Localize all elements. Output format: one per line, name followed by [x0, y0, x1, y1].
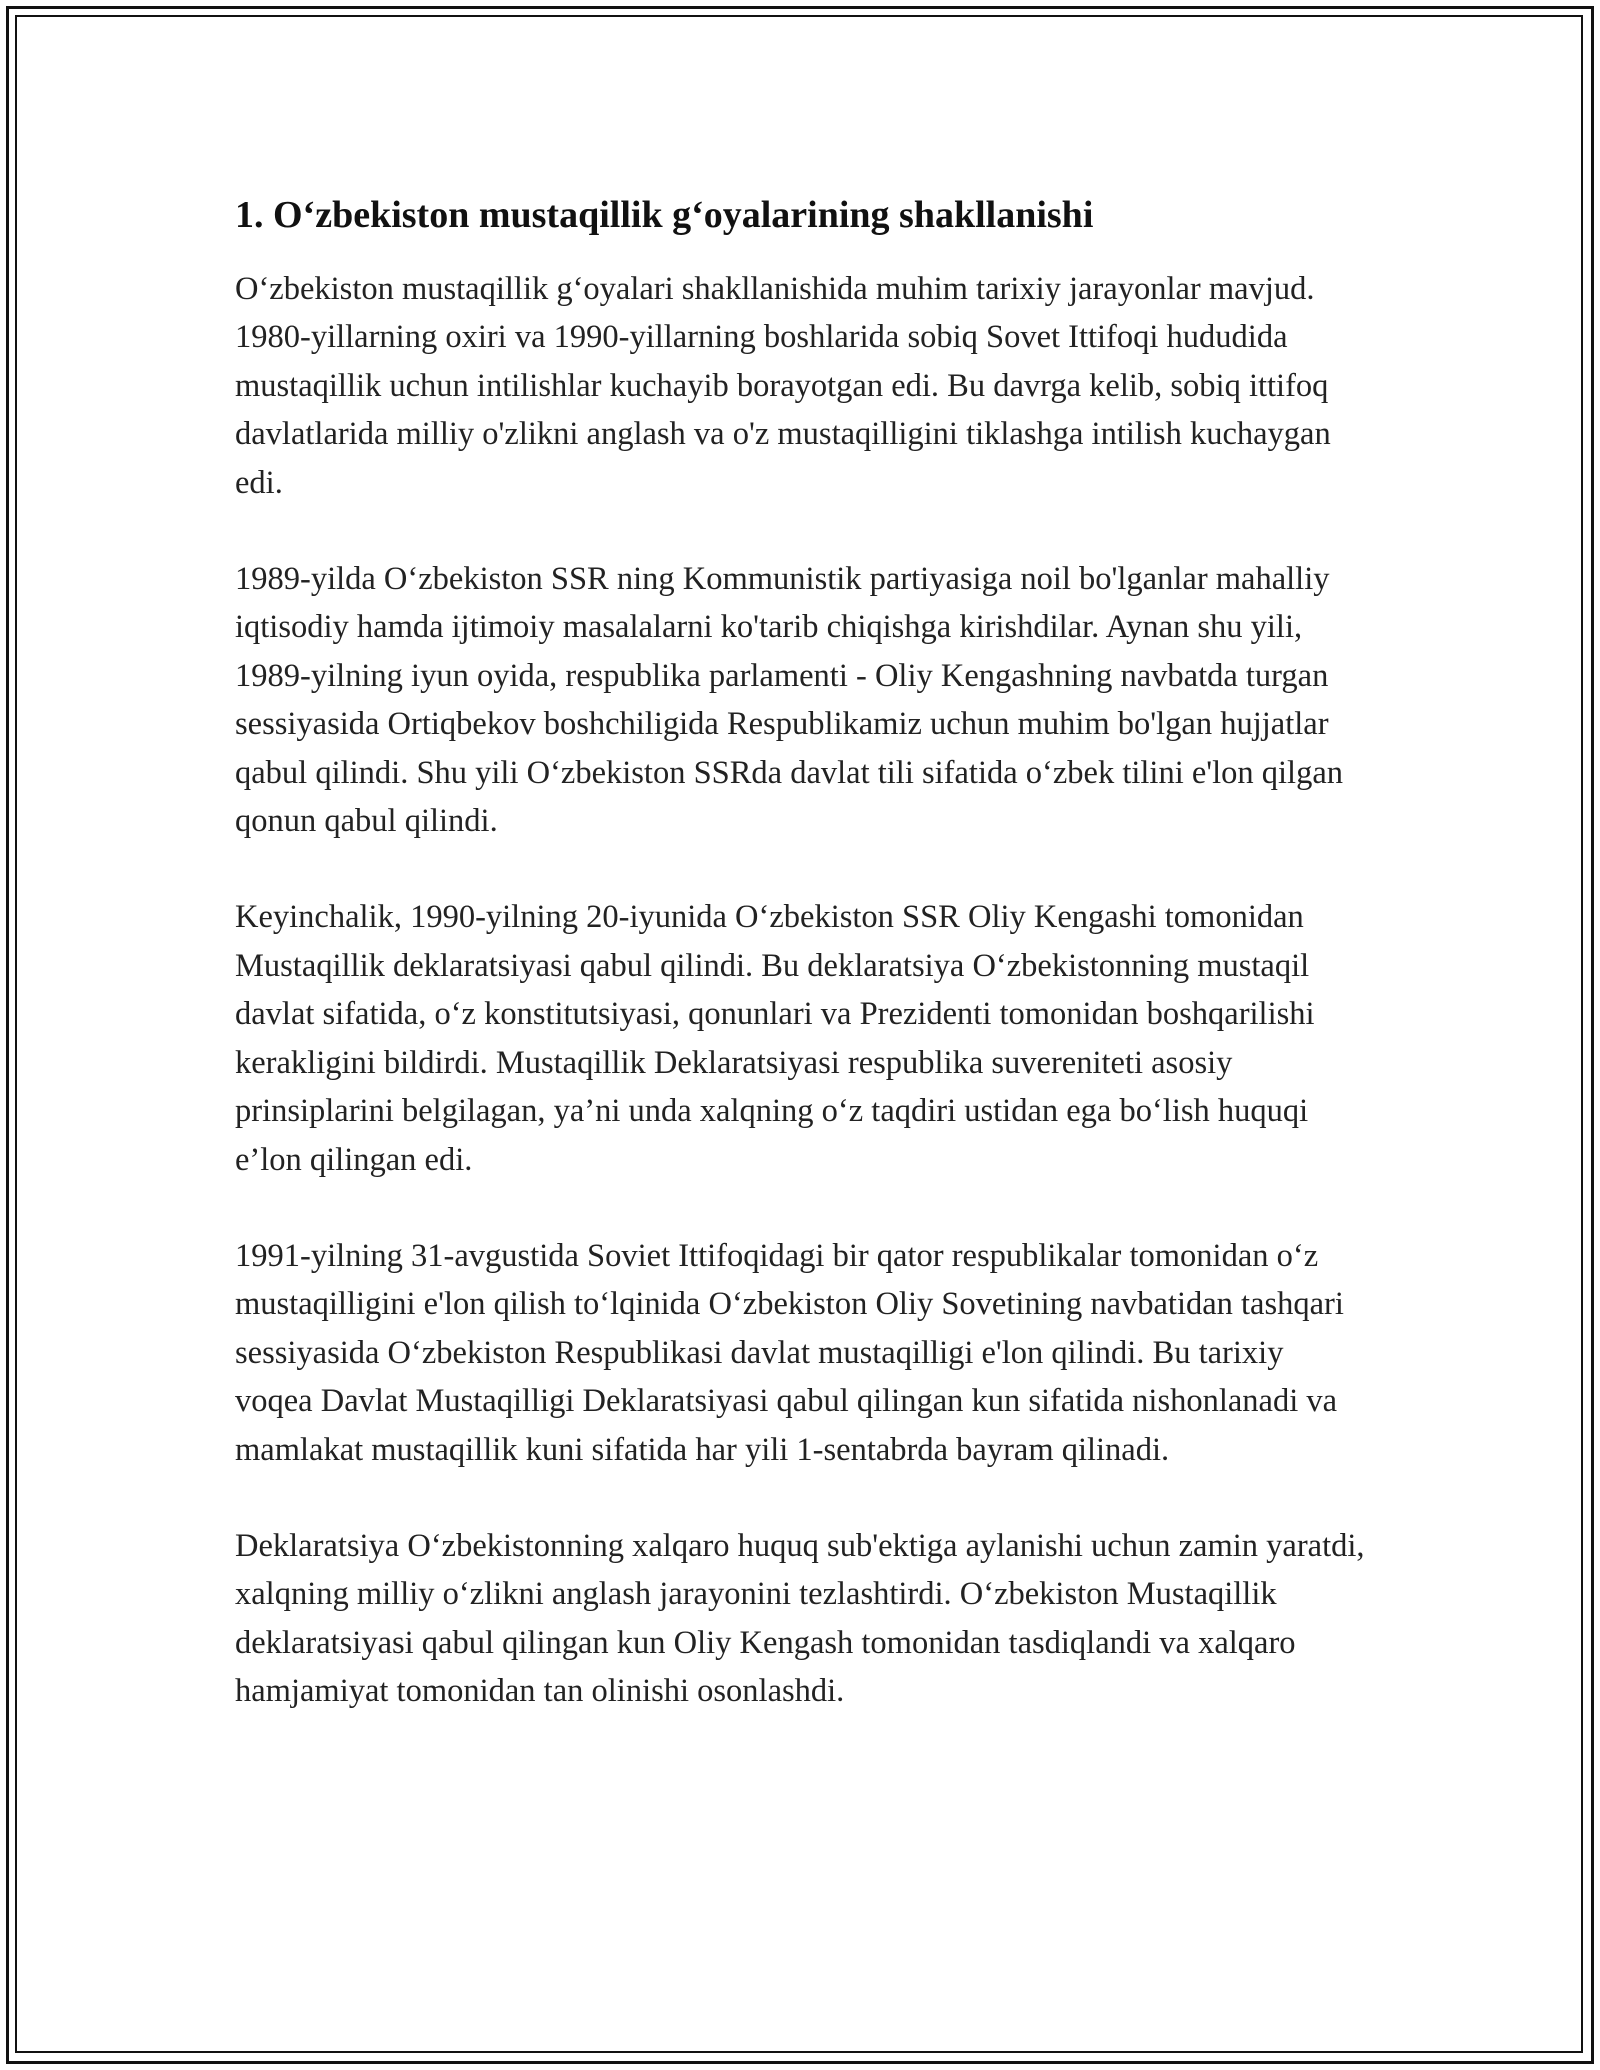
document-body — [235, 185, 1365, 1764]
paragraph-independence-ideas: O‘zbekiston mustaqillik g‘oyalari shakllanishida muhim tarixiy jarayonlar mavjud. 1980-yillarning oxiri va 1990-yillarning boshlarida sobiq Sovet Ittifoqi hududida mustaqillik uchun intilishlar kuchayib borayotgan edi. Bu davrga kelib, sobiq ittifoq davlatlarida milliy o'zlikni anglash va o'z mustaqilligini tiklashga intilish kuchaygan edi. — [235, 271, 1331, 501]
section-heading: 1. O‘zbekiston mustaqillik g‘oyalarining shakllanishi — [235, 194, 1094, 236]
paragraph-1990-declaration: Keyinchalik, 1990-yilning 20-iyunida O‘zbekiston SSR Oliy Kengashi tomonidan Mustaqillik deklaratsiyasi qabul qilindi. Bu deklaratsiya O‘zbekistonning mustaqil davlat sifatida, o‘z konstitutsiyasi, qonunlari va Prezidenti tomonidan boshqarilishi kerakligini bildirdi. Mustaqillik Deklaratsiyasi respublika suvereniteti asosiy prinsiplarini belgilagan, ya’ni unda xalqning o‘z taqdiri ustidan ega bo‘lish huquqi e’lon qilingan edi. — [235, 899, 1315, 1178]
paragraph-declaration-significance: Deklaratsiya O‘zbekistonning xalqaro huquq sub'ektiga aylanishi uchun zamin yaratdi, xalqning milliy o‘zlikni anglash jarayonini tezlashtirdi. O‘zbekiston Mustaqillik deklaratsiyasi qabul qilingan kun Oliy Kengash tomonidan tasdiqlandi va xalqaro hamjamiyat tomonidan tan olinishi osonlashdi. — [235, 1527, 1365, 1710]
paragraph-1989-events: 1989-yilda O‘zbekiston SSR ning Kommunistik partiyasiga noil bo'lganlar mahalliy iqtisodiy hamda ijtimoiy masalalarni ko'tarib chiqishga kirishdilar. Aynan shu yili, 1989-yilning iyun oyida, respublika parlamenti - Oliy Kengashning navbatda turgan sessiyasida Ortiqbekov boshchiligida Respublikamiz uchun muhim bo'lgan hujjatlar qabul qilindi. Shu yili O‘zbekiston SSRda davlat tili sifatida o‘zbek tilini e'lon qilgan qonun qabul qilindi. — [235, 561, 1344, 840]
paragraph-1991-independence: 1991-yilning 31-avgustida Soviet Ittifoqidagi bir qator respublikalar tomonidan o‘z mustaqilligini e'lon qilish to‘lqinida O‘zbekiston Oliy Sovetining navbatidan tashqari sessiyasida O‘zbekiston Respublikasi davlat mustaqilligi e'lon qilindi. Bu tarixiy voqea Davlat Mustaqilligi Deklaratsiyasi qabul qilingan kun sifatida nishonlanadi va mamlakat mustaqillik kuni sifatida har yili 1-sentabrda bayram qilinadi. — [235, 1237, 1344, 1468]
